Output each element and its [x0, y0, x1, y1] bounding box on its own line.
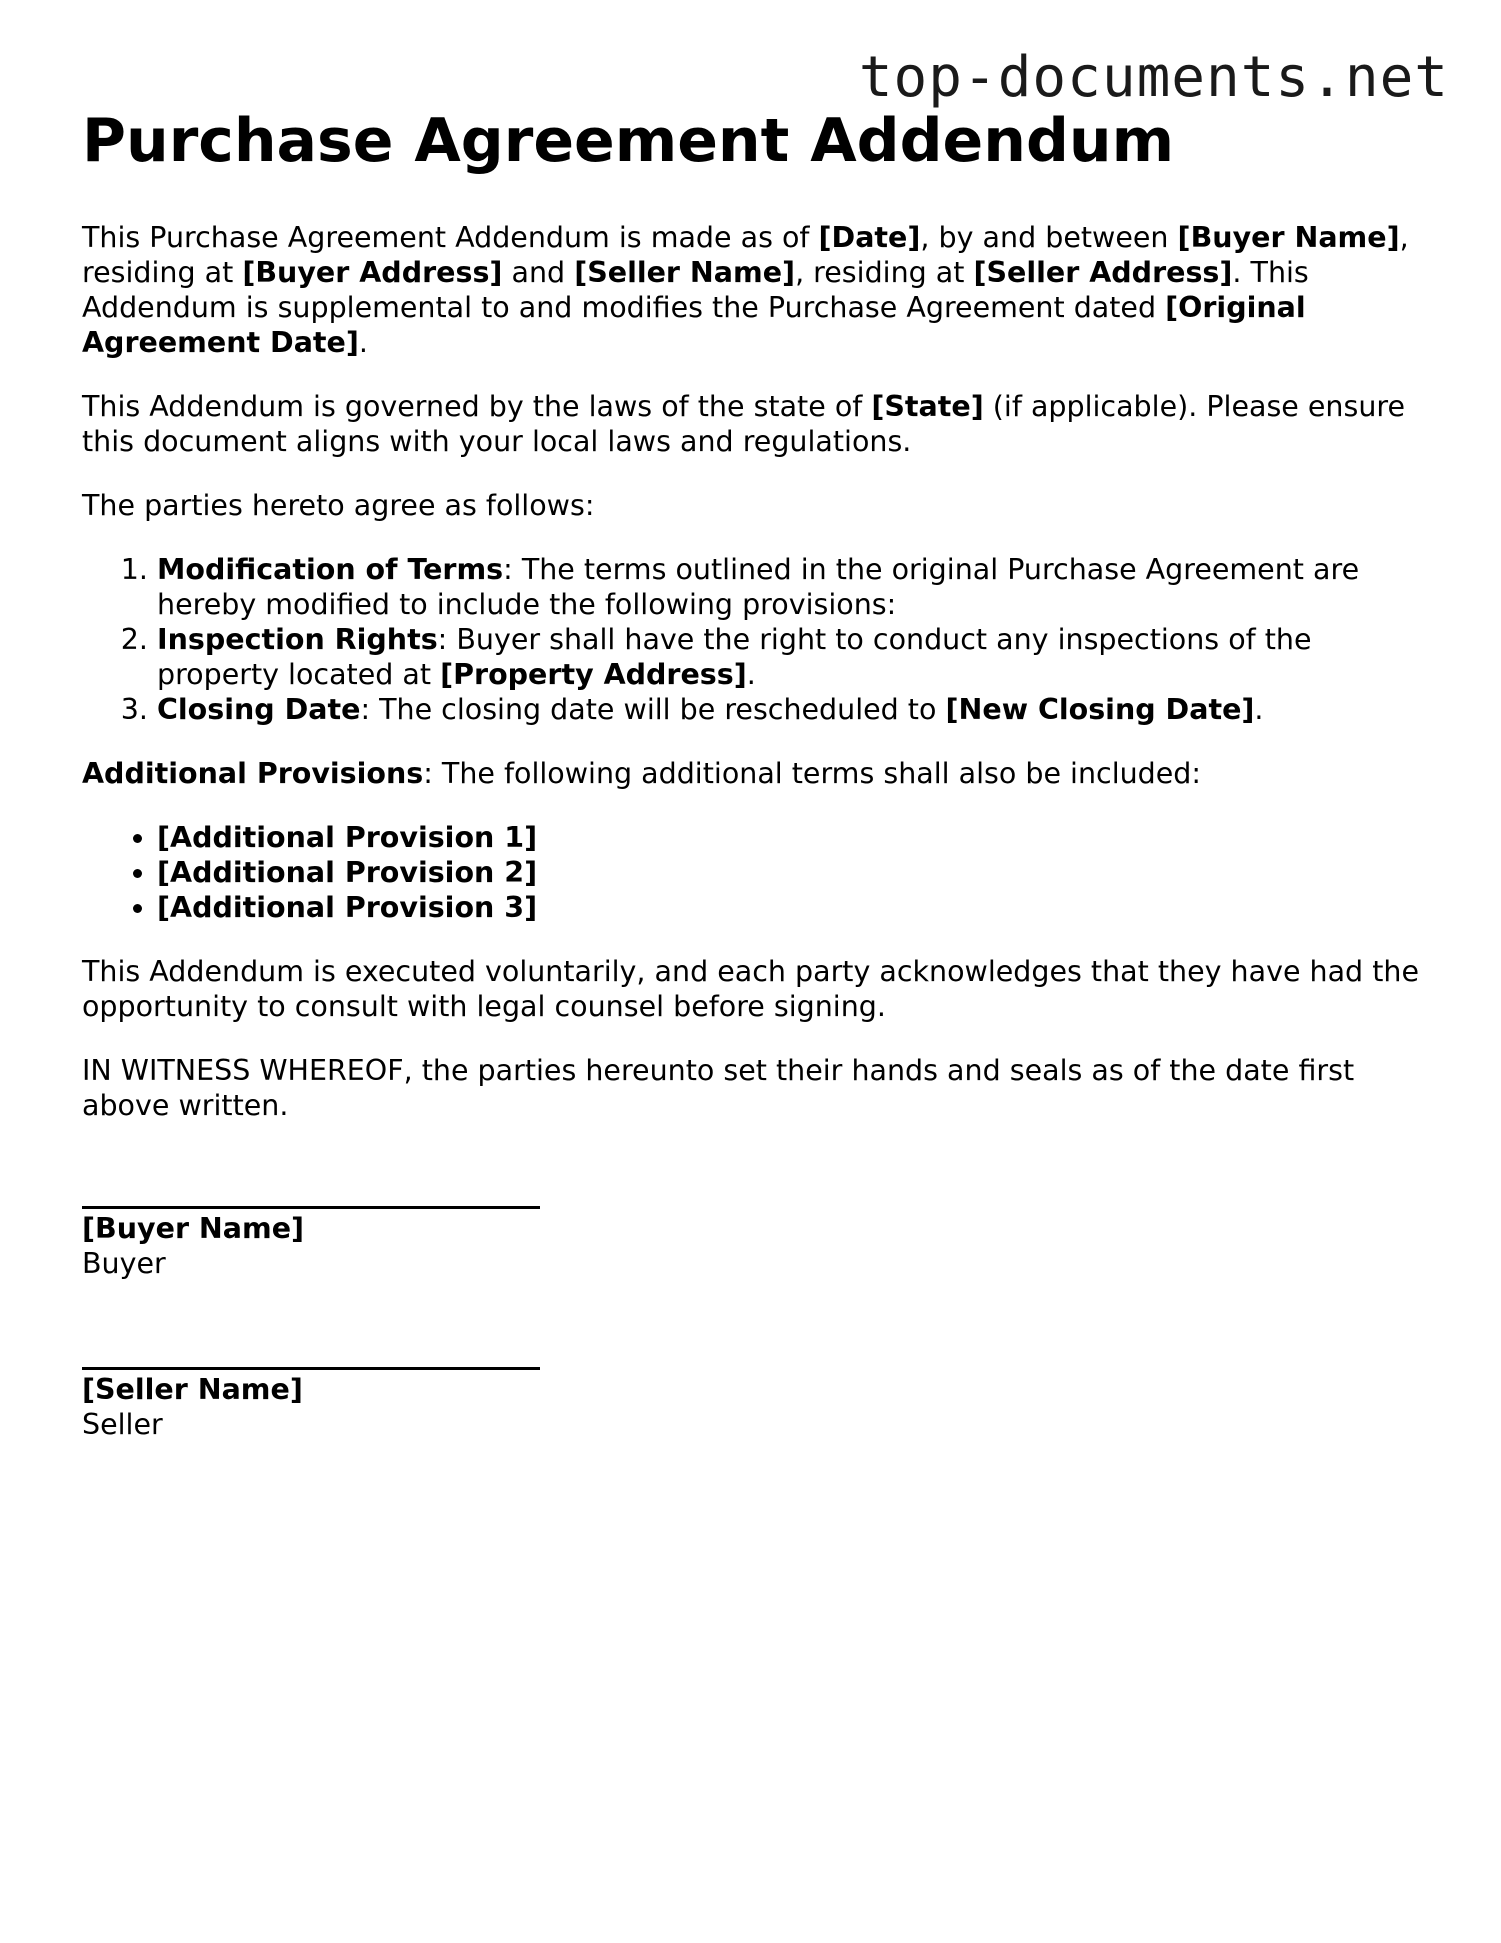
signature-line — [82, 1335, 540, 1370]
governing-text: This Addendum is governed by the laws of the state of — [82, 390, 872, 423]
state-placeholder: [State] — [871, 390, 984, 423]
intro-text: and — [502, 256, 575, 289]
intro-text: , residing at — [82, 221, 1409, 289]
signature-role: Buyer — [82, 1247, 166, 1280]
term-text: . — [746, 658, 756, 691]
term-heading: Inspection Rights — [157, 623, 438, 656]
witness-paragraph: IN WITNESS WHEREOF, the parties hereunto set their hands and seals as of the date first above written. — [82, 1054, 1355, 1122]
additional-text: : The following additional terms shall also be included: — [423, 757, 1201, 790]
governing-text: (if applicable). Please ensure this document aligns with your local laws and regulations. — [82, 390, 1406, 458]
terms-list — [82, 552, 1422, 727]
list-item — [157, 692, 1422, 727]
document-title: Purchase Agreement Addendum — [82, 106, 1175, 176]
term-text: . — [1254, 693, 1264, 726]
additional-provisions-paragraph — [82, 756, 1422, 791]
additional-provisions-list — [82, 820, 1422, 925]
list-item — [157, 855, 1422, 890]
list-item — [157, 820, 1422, 855]
term-text: : Buyer shall have the right to conduct any inspections of the property located at — [157, 623, 1312, 691]
voluntary-paragraph: This Addendum is executed voluntarily, and each party acknowledges that they have had the opportunity to consult with legal counsel before signing. — [82, 955, 1419, 1023]
seller-address-placeholder: [Seller Address] — [973, 256, 1233, 289]
provision-placeholder: [Additional Provision 1] — [157, 821, 538, 854]
provision-placeholder: [Additional Provision 3] — [157, 891, 538, 924]
seller-signature-block — [82, 1335, 1422, 1442]
new-closing-date-placeholder: [New Closing Date] — [945, 693, 1255, 726]
seller-name-placeholder: [Seller Name] — [574, 256, 796, 289]
property-address-placeholder: [Property Address] — [440, 658, 747, 691]
intro-text: , by and between — [920, 221, 1178, 254]
governing-law-paragraph — [82, 389, 1422, 459]
date-placeholder: [Date] — [818, 221, 921, 254]
term-heading: Modification of Terms — [157, 553, 504, 586]
watermark: top-documents.net — [858, 45, 1449, 110]
signature-name: [Buyer Name] — [82, 1212, 305, 1245]
term-text: : The closing date will be rescheduled to — [360, 693, 946, 726]
buyer-signature-block — [82, 1174, 1422, 1281]
buyer-address-placeholder: [Buyer Address] — [242, 256, 503, 289]
intro-paragraph — [82, 220, 1422, 360]
buyer-name-placeholder: [Buyer Name] — [1177, 221, 1400, 254]
intro-text: . — [358, 326, 368, 359]
provision-placeholder: [Additional Provision 2] — [157, 856, 538, 889]
list-item — [157, 622, 1422, 692]
list-item — [157, 552, 1422, 622]
term-heading: Closing Date — [157, 693, 361, 726]
intro-text: This Purchase Agreement Addendum is made as of — [82, 221, 819, 254]
original-date-placeholder: [Original Agreement Date] — [82, 291, 1306, 359]
intro-text: . This Addendum is supplemental to and modifies the Purchase Agreement dated — [82, 256, 1309, 324]
agree-intro: The parties hereto agree as follows: — [82, 489, 595, 522]
signature-line — [82, 1174, 540, 1209]
document-body — [82, 104, 1422, 1442]
term-text: : The terms outlined in the original Purchase Agreement are hereby modified to include the following provisions: — [157, 553, 1360, 621]
list-item — [157, 890, 1422, 925]
signature-role: Seller — [82, 1408, 163, 1441]
intro-text: , residing at — [795, 256, 974, 289]
additional-heading: Additional Provisions — [82, 757, 424, 790]
signature-name: [Seller Name] — [82, 1373, 303, 1406]
